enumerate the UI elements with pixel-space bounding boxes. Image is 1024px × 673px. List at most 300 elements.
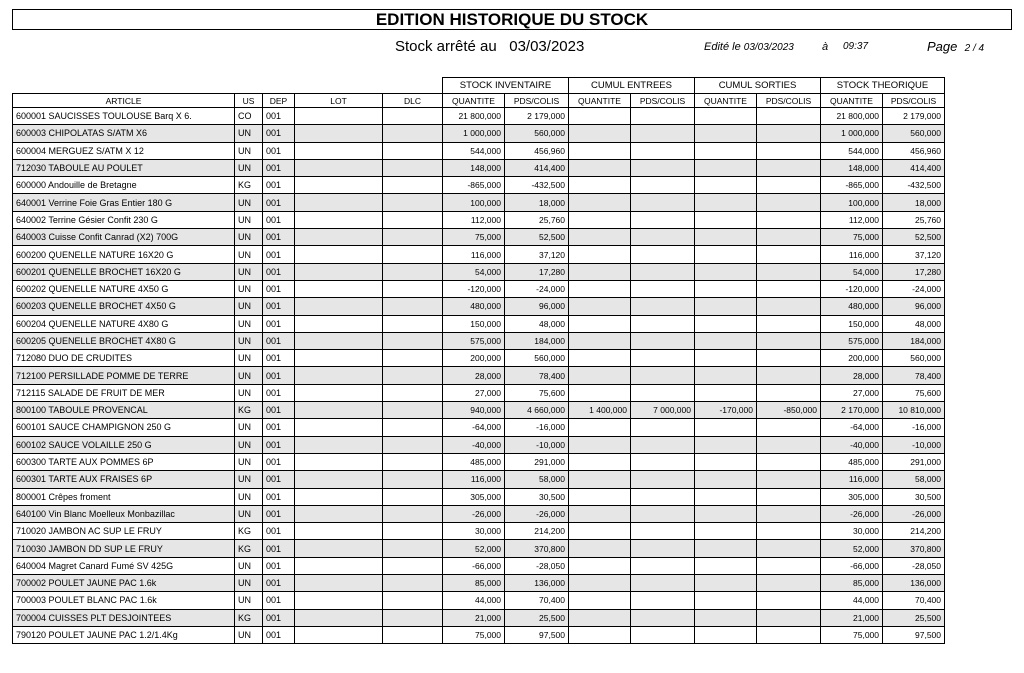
table-cell: KG: [235, 523, 263, 540]
table-cell: 600004 MERGUEZ S/ATM X 12: [13, 142, 235, 159]
column-header: PDS/COLIS: [757, 94, 821, 108]
table-cell: [695, 142, 757, 159]
table-cell: 712080 DUO DE CRUDITES: [13, 350, 235, 367]
table-cell: UN: [235, 505, 263, 522]
table-cell: 370,800: [883, 540, 945, 557]
table-cell: 001: [263, 263, 295, 280]
table-cell: 001: [263, 211, 295, 228]
table-cell: 75,000: [443, 229, 505, 246]
table-cell: -28,050: [505, 557, 569, 574]
table-cell: [695, 471, 757, 488]
table-cell: 97,500: [883, 626, 945, 643]
table-row: [13, 211, 945, 228]
table-cell: 54,000: [821, 263, 883, 280]
table-cell: 7 000,000: [631, 402, 695, 419]
table-cell: 001: [263, 229, 295, 246]
table-cell: [757, 471, 821, 488]
table-cell: UN: [235, 229, 263, 246]
table-cell: [383, 108, 443, 125]
table-cell: [695, 609, 757, 626]
table-cell: 2 179,000: [505, 108, 569, 125]
table-row: [13, 142, 945, 159]
table-cell: [695, 436, 757, 453]
table-cell: 30,500: [505, 488, 569, 505]
table-cell: [631, 246, 695, 263]
table-cell: [631, 229, 695, 246]
table-cell: 78,400: [505, 367, 569, 384]
table-cell: 2 170,000: [821, 402, 883, 419]
table-cell: 75,600: [505, 384, 569, 401]
group-stock-inventaire: STOCK INVENTAIRE: [443, 78, 569, 94]
table-row: [13, 332, 945, 349]
table-cell: [295, 229, 383, 246]
page-indicator: [927, 39, 984, 54]
table-cell: 85,000: [821, 575, 883, 592]
table-row: [13, 540, 945, 557]
table-cell: 27,000: [821, 384, 883, 401]
table-cell: [295, 575, 383, 592]
table-cell: [383, 453, 443, 470]
table-cell: [569, 367, 631, 384]
table-cell: 200,000: [443, 350, 505, 367]
table-cell: [631, 453, 695, 470]
table-cell: [569, 246, 631, 263]
table-cell: 48,000: [505, 315, 569, 332]
table-cell: 52,500: [883, 229, 945, 246]
table-cell: [695, 125, 757, 142]
table-cell: [695, 453, 757, 470]
table-cell: -432,500: [505, 177, 569, 194]
table-row: [13, 436, 945, 453]
table-cell: 21,000: [821, 609, 883, 626]
table-cell: [757, 436, 821, 453]
table-cell: 640004 Magret Canard Fumé SV 425G: [13, 557, 235, 574]
table-cell: KG: [235, 402, 263, 419]
table-cell: [569, 125, 631, 142]
table-cell: 184,000: [883, 332, 945, 349]
table-cell: 001: [263, 177, 295, 194]
table-cell: 600300 TARTE AUX POMMES 6P: [13, 453, 235, 470]
table-cell: UN: [235, 419, 263, 436]
table-cell: [383, 367, 443, 384]
table-row: [13, 557, 945, 574]
table-cell: 96,000: [505, 298, 569, 315]
table-cell: 456,960: [883, 142, 945, 159]
table-cell: [295, 505, 383, 522]
table-cell: [695, 350, 757, 367]
table-cell: [695, 298, 757, 315]
table-cell: 17,280: [505, 263, 569, 280]
table-cell: [383, 298, 443, 315]
table-cell: 640003 Cuisse Confit Canrad (X2) 700G: [13, 229, 235, 246]
table-row: [13, 350, 945, 367]
table-cell: [295, 436, 383, 453]
table-cell: [631, 298, 695, 315]
table-cell: [383, 523, 443, 540]
table-cell: [569, 557, 631, 574]
table-cell: [383, 436, 443, 453]
edite-line: [704, 41, 794, 53]
table-cell: 001: [263, 298, 295, 315]
table-row: [13, 246, 945, 263]
table-cell: 25,500: [883, 609, 945, 626]
table-cell: 001: [263, 609, 295, 626]
table-cell: [757, 419, 821, 436]
table-cell: [295, 263, 383, 280]
table-cell: [569, 505, 631, 522]
table-cell: 560,000: [505, 125, 569, 142]
table-cell: [569, 575, 631, 592]
table-cell: [631, 592, 695, 609]
table-cell: 30,500: [883, 488, 945, 505]
table-cell: 150,000: [821, 315, 883, 332]
table-cell: [695, 557, 757, 574]
table-cell: 001: [263, 350, 295, 367]
table-cell: [631, 575, 695, 592]
table-row: [13, 523, 945, 540]
table-cell: 600001 SAUCISSES TOULOUSE Barq X 6.: [13, 108, 235, 125]
table-cell: [569, 332, 631, 349]
table-cell: -28,050: [883, 557, 945, 574]
table-cell: [295, 523, 383, 540]
table-cell: 52,000: [443, 540, 505, 557]
table-cell: UN: [235, 453, 263, 470]
table-cell: [295, 540, 383, 557]
table-cell: 291,000: [505, 453, 569, 470]
table-cell: 001: [263, 332, 295, 349]
table-cell: [695, 523, 757, 540]
table-cell: [631, 177, 695, 194]
table-cell: [631, 350, 695, 367]
table-cell: [383, 229, 443, 246]
table-cell: [757, 557, 821, 574]
table-cell: [569, 592, 631, 609]
table-cell: UN: [235, 384, 263, 401]
table-cell: [569, 488, 631, 505]
table-cell: 712115 SALADE DE FRUIT DE MER: [13, 384, 235, 401]
table-cell: [383, 626, 443, 643]
table-cell: UN: [235, 557, 263, 574]
table-cell: [383, 246, 443, 263]
table-cell: 544,000: [821, 142, 883, 159]
table-cell: [695, 488, 757, 505]
table-cell: [631, 488, 695, 505]
table-cell: [569, 211, 631, 228]
table-cell: 480,000: [443, 298, 505, 315]
table-cell: [295, 177, 383, 194]
table-cell: 18,000: [883, 194, 945, 211]
table-cell: 18,000: [505, 194, 569, 211]
table-cell: [631, 557, 695, 574]
column-header: PDS/COLIS: [631, 94, 695, 108]
table-cell: [631, 159, 695, 176]
table-cell: [383, 177, 443, 194]
table-cell: 2 179,000: [883, 108, 945, 125]
table-cell: [295, 246, 383, 263]
table-cell: [569, 177, 631, 194]
table-cell: [569, 108, 631, 125]
table-cell: [631, 626, 695, 643]
table-row: [13, 194, 945, 211]
table-cell: 1 000,000: [443, 125, 505, 142]
table-cell: KG: [235, 609, 263, 626]
table-cell: 85,000: [443, 575, 505, 592]
table-cell: [757, 453, 821, 470]
table-cell: 600200 QUENELLE NATURE 16X20 G: [13, 246, 235, 263]
table-cell: UN: [235, 626, 263, 643]
table-cell: [569, 159, 631, 176]
table-cell: [569, 298, 631, 315]
table-cell: 52,000: [821, 540, 883, 557]
table-cell: 4 660,000: [505, 402, 569, 419]
table-cell: [295, 350, 383, 367]
table-cell: 001: [263, 280, 295, 297]
table-cell: [383, 575, 443, 592]
edite-label: Edité le: [704, 41, 741, 53]
table-cell: [631, 108, 695, 125]
table-cell: 575,000: [443, 332, 505, 349]
table-cell: UN: [235, 194, 263, 211]
table-cell: [757, 609, 821, 626]
table-cell: 001: [263, 384, 295, 401]
table-cell: [695, 384, 757, 401]
table-cell: [631, 540, 695, 557]
table-cell: 001: [263, 626, 295, 643]
table-cell: UN: [235, 142, 263, 159]
table-cell: 456,960: [505, 142, 569, 159]
table-cell: 184,000: [505, 332, 569, 349]
table-cell: 21 800,000: [821, 108, 883, 125]
table-cell: 116,000: [821, 246, 883, 263]
edite-date: 03/03/2023: [743, 42, 794, 53]
table-cell: 710020 JAMBON AC SUP LE FRUY: [13, 523, 235, 540]
table-cell: [569, 523, 631, 540]
table-row: [13, 592, 945, 609]
table-cell: KG: [235, 177, 263, 194]
table-row: [13, 280, 945, 297]
table-cell: 001: [263, 194, 295, 211]
table-cell: [383, 384, 443, 401]
table-cell: [295, 315, 383, 332]
table-cell: 600202 QUENELLE NATURE 4X50 G: [13, 280, 235, 297]
table-cell: 54,000: [443, 263, 505, 280]
table-cell: [757, 575, 821, 592]
table-cell: [631, 194, 695, 211]
table-cell: 712030 TABOULE AU POULET: [13, 159, 235, 176]
table-cell: [757, 194, 821, 211]
table-cell: CO: [235, 108, 263, 125]
table-cell: [757, 350, 821, 367]
table-cell: 48,000: [883, 315, 945, 332]
table-row: [13, 229, 945, 246]
table-cell: -40,000: [443, 436, 505, 453]
table-cell: [631, 280, 695, 297]
table-cell: [695, 246, 757, 263]
table-cell: [295, 626, 383, 643]
table-cell: [295, 592, 383, 609]
table-cell: [383, 315, 443, 332]
table-cell: 712100 PERSILLADE POMME DE TERRE: [13, 367, 235, 384]
table-cell: -64,000: [821, 419, 883, 436]
table-cell: 600204 QUENELLE NATURE 4X80 G: [13, 315, 235, 332]
table-cell: UN: [235, 263, 263, 280]
table-cell: 28,000: [821, 367, 883, 384]
table-cell: 1 400,000: [569, 402, 631, 419]
table-cell: [695, 540, 757, 557]
table-cell: 75,000: [821, 626, 883, 643]
column-header: ARTICLE: [13, 94, 235, 108]
table-row: [13, 263, 945, 280]
table-cell: [631, 505, 695, 522]
table-row: [13, 125, 945, 142]
column-header: US: [235, 94, 263, 108]
column-header: DEP: [263, 94, 295, 108]
table-cell: 640001 Verrine Foie Gras Entier 180 G: [13, 194, 235, 211]
table-cell: [569, 540, 631, 557]
stock-label: Stock arrêté au: [395, 38, 497, 55]
table-cell: 70,400: [505, 592, 569, 609]
table-cell: 640100 Vin Blanc Moelleux Monbazillac: [13, 505, 235, 522]
table-cell: [295, 419, 383, 436]
table-row: [13, 419, 945, 436]
table-cell: UN: [235, 332, 263, 349]
table-cell: [383, 471, 443, 488]
table-cell: [295, 453, 383, 470]
table-cell: [695, 229, 757, 246]
table-cell: [757, 125, 821, 142]
table-cell: [695, 159, 757, 176]
table-cell: 37,120: [505, 246, 569, 263]
table-cell: UN: [235, 280, 263, 297]
table-cell: -24,000: [883, 280, 945, 297]
table-cell: 28,000: [443, 367, 505, 384]
table-cell: 17,280: [883, 263, 945, 280]
table-cell: 001: [263, 540, 295, 557]
group-stock-theorique: STOCK THEORIQUE: [821, 78, 945, 94]
table-cell: [631, 125, 695, 142]
table-cell: [383, 159, 443, 176]
table-cell: 27,000: [443, 384, 505, 401]
table-cell: [631, 332, 695, 349]
table-cell: [383, 592, 443, 609]
table-cell: [383, 194, 443, 211]
table-cell: -64,000: [443, 419, 505, 436]
table-cell: [295, 280, 383, 297]
table-cell: UN: [235, 246, 263, 263]
table-cell: -26,000: [821, 505, 883, 522]
table-cell: [295, 471, 383, 488]
table-cell: -120,000: [821, 280, 883, 297]
table-cell: [383, 488, 443, 505]
table-cell: [569, 419, 631, 436]
table-cell: 001: [263, 505, 295, 522]
table-cell: 940,000: [443, 402, 505, 419]
table-row: [13, 367, 945, 384]
column-header: DLC: [383, 94, 443, 108]
table-cell: 78,400: [883, 367, 945, 384]
table-cell: [295, 384, 383, 401]
table-cell: 21,000: [443, 609, 505, 626]
group-cumul-entrees: CUMUL ENTREES: [569, 78, 695, 94]
table-cell: [383, 505, 443, 522]
table-cell: 560,000: [883, 125, 945, 142]
table-cell: [757, 540, 821, 557]
table-cell: [695, 194, 757, 211]
table-cell: 414,400: [505, 159, 569, 176]
group-cumul-sorties: CUMUL SORTIES: [695, 78, 821, 94]
table-cell: [383, 332, 443, 349]
table-cell: 544,000: [443, 142, 505, 159]
table-cell: 25,500: [505, 609, 569, 626]
table-cell: 148,000: [821, 159, 883, 176]
table-cell: 700002 POULET JAUNE PAC 1.6k: [13, 575, 235, 592]
table-cell: 001: [263, 557, 295, 574]
stock-date: 03/03/2023: [509, 38, 585, 55]
table-cell: [569, 142, 631, 159]
table-cell: [569, 384, 631, 401]
table-cell: [295, 402, 383, 419]
table-cell: -24,000: [505, 280, 569, 297]
table-cell: UN: [235, 298, 263, 315]
table-cell: [695, 575, 757, 592]
page-label: Page: [927, 39, 958, 54]
table-cell: -26,000: [443, 505, 505, 522]
table-cell: 30,000: [821, 523, 883, 540]
table-cell: 600201 QUENELLE BROCHET 16X20 G: [13, 263, 235, 280]
table-cell: [695, 332, 757, 349]
table-cell: 001: [263, 125, 295, 142]
table-cell: 75,600: [883, 384, 945, 401]
table-cell: -120,000: [443, 280, 505, 297]
table-cell: [631, 142, 695, 159]
table-cell: [569, 194, 631, 211]
table-cell: 480,000: [821, 298, 883, 315]
table-cell: 700004 CUISSES PLT DESJOINTEES: [13, 609, 235, 626]
table-cell: 790120 POULET JAUNE PAC 1.2/1.4Kg: [13, 626, 235, 643]
table-cell: KG: [235, 540, 263, 557]
table-cell: -10,000: [505, 436, 569, 453]
table-cell: [569, 263, 631, 280]
table-cell: [631, 367, 695, 384]
table-cell: [383, 350, 443, 367]
table-cell: -170,000: [695, 402, 757, 419]
table-row: [13, 159, 945, 176]
table-cell: 001: [263, 488, 295, 505]
table-cell: [383, 419, 443, 436]
table-cell: [695, 177, 757, 194]
column-header: QUANTITE: [443, 94, 505, 108]
table-cell: [569, 229, 631, 246]
table-cell: 600000 Andouille de Bretagne: [13, 177, 235, 194]
table-cell: [695, 626, 757, 643]
table-row: [13, 402, 945, 419]
table-cell: -865,000: [443, 177, 505, 194]
table-cell: [383, 280, 443, 297]
table-cell: -16,000: [883, 419, 945, 436]
table-row: [13, 609, 945, 626]
table-cell: [631, 419, 695, 436]
column-header: QUANTITE: [695, 94, 757, 108]
table-cell: [295, 125, 383, 142]
table-cell: 305,000: [821, 488, 883, 505]
table-cell: 116,000: [443, 471, 505, 488]
column-header: QUANTITE: [821, 94, 883, 108]
table-cell: [295, 159, 383, 176]
table-cell: [295, 557, 383, 574]
table-cell: [757, 246, 821, 263]
table-cell: -26,000: [505, 505, 569, 522]
table-cell: [757, 142, 821, 159]
